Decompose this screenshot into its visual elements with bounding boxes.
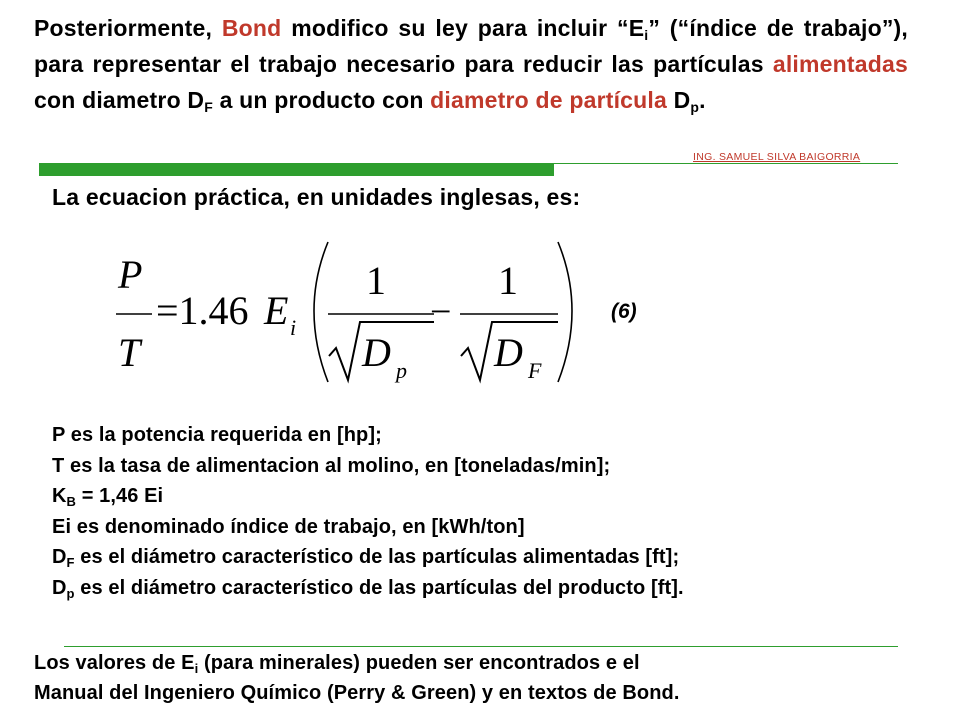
definition-df <box>52 542 684 573</box>
def-text: D <box>52 546 67 568</box>
thin-divider-top <box>554 163 898 164</box>
subscript-i: i <box>194 661 199 676</box>
subscript-f: F <box>204 99 213 115</box>
eq-coefficient: =1.46 <box>156 288 249 333</box>
definitions-list <box>52 420 684 603</box>
author-credit: ING. SAMUEL SILVA BAIGORRIA <box>693 151 861 163</box>
eq-d-b-sub: F <box>528 358 542 383</box>
subscript-f: F <box>66 555 75 570</box>
def-text: es el diámetro característico de las partículas del producto [ft]. <box>74 576 684 599</box>
eq-one-b: 1 <box>498 258 518 303</box>
definition-dp <box>52 573 684 604</box>
intro-paragraph <box>34 10 908 118</box>
highlight-diametro: diametro de partícula <box>430 87 667 113</box>
equation-number: (6) <box>611 300 637 323</box>
intro-text: con diametro D <box>34 87 205 113</box>
footer-text: (para minerales) pueden ser encontrados e el <box>198 652 640 674</box>
eq-d-b: D <box>494 330 523 375</box>
intro-text: . <box>699 87 706 113</box>
intro-text: modifico su ley para incluir “E <box>281 15 645 41</box>
def-text: = 1,46 Ei <box>76 485 164 507</box>
subscript-p: p <box>690 99 700 115</box>
footer-text: Los valores de E <box>34 652 195 674</box>
def-text: D <box>52 576 67 599</box>
eq-d-a: D <box>362 330 391 375</box>
eq-one-a: 1 <box>366 258 386 303</box>
bond-equation <box>100 232 590 392</box>
eq-p: P <box>118 252 143 297</box>
intro-text: D <box>667 87 691 113</box>
footer-note <box>34 648 680 708</box>
left-paren <box>314 242 328 382</box>
intro-text: ” (“índice de trabajo”), para representar el trabajo necesario para reducir las partículas <box>34 15 908 77</box>
footer-line-2: Manual del Ingeniero Químico (Perry & Green) y en textos de Bond. <box>34 682 680 704</box>
definition-p: P es la potencia requerida en [hp]; <box>52 424 382 446</box>
definition-ei: Ei es denominado índice de trabajo, en [kWh/ton] <box>52 515 525 538</box>
eq-minus: − <box>430 291 452 333</box>
subscript-b: B <box>66 494 77 509</box>
eq-e-sub: i <box>290 315 297 340</box>
highlight-bond: Bond <box>221 15 282 41</box>
subscript-i: i <box>644 27 649 43</box>
thin-divider-bottom <box>64 646 898 647</box>
intro-text: Posteriormente, <box>34 15 222 41</box>
definition-kb <box>52 481 684 512</box>
green-divider-bar <box>39 163 554 176</box>
definition-t: T es la tasa de alimentacion al molino, en [toneladas/min]; <box>52 454 611 477</box>
right-paren <box>558 242 572 382</box>
eq-d-a-sub: p <box>396 358 407 383</box>
intro-text: a un producto con <box>212 87 431 113</box>
footer-line-1 <box>34 648 680 678</box>
def-text: es el diámetro característico de las partículas alimentadas [ft]; <box>74 546 680 568</box>
def-text: K <box>52 485 67 507</box>
eq-t: T <box>118 330 141 375</box>
eq-e: E <box>264 288 289 333</box>
highlight-alimentadas: alimentadas <box>772 51 908 77</box>
equation-intro: La ecuacion práctica, en unidades inglesas, es: <box>52 184 581 210</box>
subscript-p: p <box>66 585 75 601</box>
